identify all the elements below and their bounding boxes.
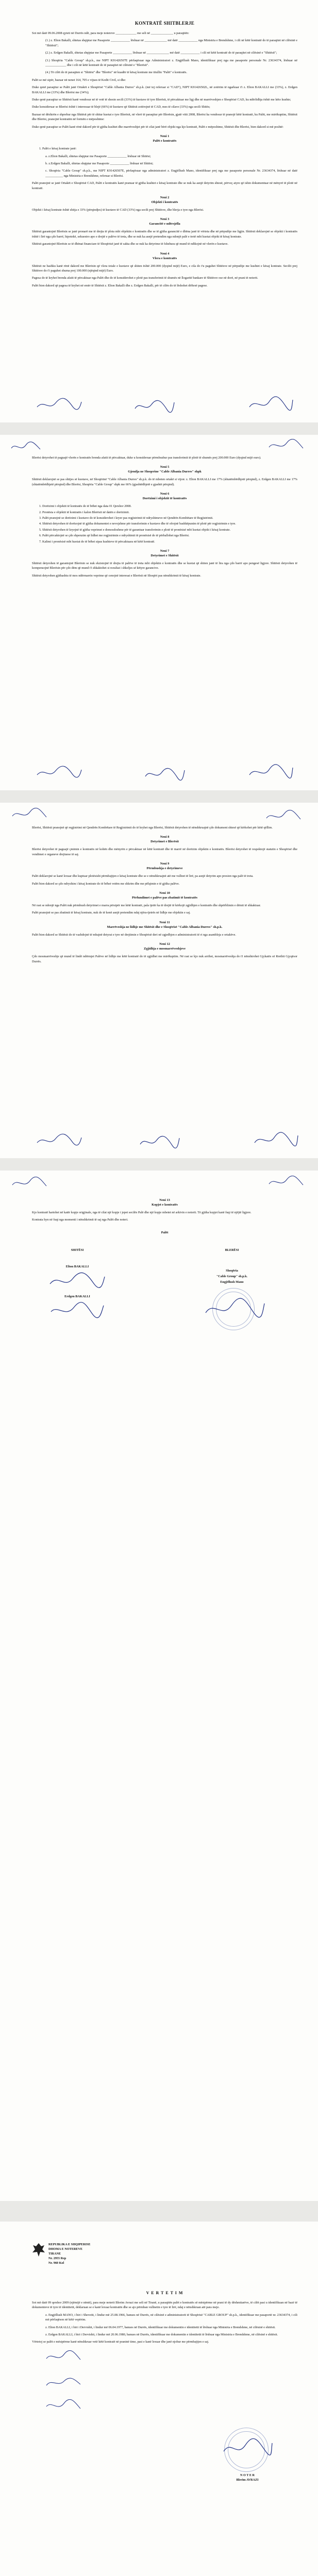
paragraph: Shitësit deklarojnë se pas shitjes së kuotave, në Shoqërinë "Cable Albania Durres" sh.p.k. do të mbeten ortakë si vijon: z. Elton BAKALLI me 17% (shtatëmbëdhjetë përqind), z. Erdgen BAKALLI me 17% (shtatëmbëdhjetë përqind) dhe Blerësi, Shoqëria "Cable Group" shpk me 66% (gjashtëdhjetë e gjashtë përqind).	[32, 478, 297, 486]
paragraph: Blerësi detyrohet të paguajë vlerën e kontratës brenda afatit të përcaktuar, duke u konsideruar përmbushur pas transferimit të plotë të shumës prej 200.000 Euro (dyqind mijë euro).	[32, 456, 261, 460]
paragraph: Sot më datë 09 qershor 2009 (njëmijë e nëntë), para meje noterit Blerim Avrazi me seli në Tiranë, u paraqitën palët e kontratës së mësipërme në prani të dy dëshmitarëve, të cilët pasi u identifikuan në bazë të dokumenteve të tyre të identitetit, deklaruan se e kanë lexuar kontratën dhe se ajo përmban vullnetin e tyre të lirë, ndaj e nënshkruan atë para meje.	[32, 2301, 297, 2310]
signature	[144, 767, 186, 782]
document-page-2	[0, 435, 318, 790]
signature	[265, 810, 302, 823]
page-gap	[0, 422, 318, 435]
paragraph: Palët bien dakord se çdo ndryshim i kësaj kontrate do të bëhet vetëm me shkrim dhe me pëlqimin e të gjitha palëve.	[32, 882, 180, 886]
header-line: REPUBLIKA E SHQIPERISE	[48, 2243, 91, 2246]
party-1: (1.) z. Elton Bakalli, shtetas shqiptar me Pasaporte ____________ lëshuar në ______________ më datë ____________ nga Ministria e Brendshme, i cili në këtë kontratë do të paraqitet në cilësinë e "Shitësit";	[45, 39, 297, 47]
signature	[36, 397, 82, 412]
buyer-company-name: "Cable Group" sh.p.k.	[216, 1275, 248, 1278]
paragraph: z. Elton BAKALLI, i biri i Dervishit, i lindur më 06.04.1977, banues në Durrës, identifikuar me dokumentin e identitetit të lëshuar nga Ministria e Brendshme, në cilësinë e shitësit.	[45, 2325, 276, 2329]
collection-number: Nr. 960 Kol	[48, 2261, 64, 2265]
paragraph: Palët pranojnë se janë Ortakët e Shoqërisë CAD, Palët e kontratës kanë pranuar të gjitha kushtet e kësaj kontrate dhe se nuk ka asnjë detyrim shtesë, përveç atyre që ishin dokumentuar në mënyrë të plotë në kontratë.	[32, 181, 297, 190]
paragraph: Shitësit detyrohen të garantojnë Blerësin se nuk ekzistojnë të drejta të palëve të treta mbi objektin e kontratës dhe se kuotat që shiten janë të lira nga çdo barrë apo pengesë ligjore. Shitësit detyrohen të kompensojnë Blerësin për çdo dëm që mund t'i shkaktohet si rezultat i shkeljes së këtyre garancive.	[32, 562, 297, 570]
paragraph: Objekti i kësaj kontrate është shitja e 33% (përqindjes) të kuotave të CAD (33%) nga secili prej Shitësve, dhe blerja e tyre nga Blerësi.	[32, 208, 204, 212]
paragraph: Blerësi detyrohet të paguajë çmimin e kontratës në kohën dhe mënyrën e përcaktuar në këtë kontratë dhe të marrë në dorëzim objektin e kontratës. Blerësi detyrohet të respektojë statutin e Shoqërisë dhe vendimet e organeve drejtuese të saj.	[32, 848, 297, 856]
parties-heading: Palët	[161, 1230, 169, 1234]
signature	[134, 399, 175, 414]
intro-paragraph: Sot më datë 09.06.2008 qyteti në Durrës ndë, para meje notereve _____________ me seli në ______________ u paraqitën:	[32, 31, 189, 35]
contract-title: KONTRATË SHITBLERJE	[135, 21, 195, 26]
list-item: 3. Palët pranojnë se dorëzimi i kuotave do të konsiderohet i kryer pas regjistrimit të ndryshimeve në Qendrën Kombëtare të Regjistrimit.	[42, 516, 297, 520]
list-item: 1. Dorëzimi i objektit të kontratës do të bëhet nga data 01 Qershor 2008.	[42, 504, 297, 509]
paragraph: Blerësi, Shitësit pranojnë që regjistrimi në Qendrën Kombëtare të Regjistrimit do të kryhet nga Blerësi, Shitësit detyrohen të nënshkruajnë çdo dokument shtesë që kërkohet për këtë qëllim.	[32, 826, 273, 829]
paragraph: Vërtetoj se palët e mësipërme kanë nënshkruar vetë këtë kontratë në praninë time, pasi e kanë lexuar dhe janë njohur me përmbajtjen e saj.	[32, 2340, 209, 2344]
paragraph: Shitësit garantojnë Blerësin se janë pronarë me të drejta të plota mbi objektin e kontratës dhe se të gjitha garancitë e dhëna janë të vërteta dhe në përputhje me ligjin. Shitësit deklarojnë se objekti i kontratës është i lirë nga çdo barrë, hipotekë, sekuestro apo e drejtë e palëve të treta, dhe se nuk ka asnjë pretendim nga ndonjë palë e tretë mbi kuotat objekt të kësaj kontrate.	[32, 230, 297, 239]
list-item: a. z.Elton Bakalli, shtetas shqiptar me Pasaporte ____________ lëshuar në Shitësi;	[45, 154, 151, 158]
list-item: b. z.Erdgen Bakalli, shtetas shqiptar me Pasaporte ____________ lëshuar në Shitësi;	[45, 161, 154, 165]
buyer-company-label: Shoqëria	[226, 1269, 238, 1273]
article-number: Neni 6	[160, 492, 170, 496]
paragraph: Duke konsideruar se Blerësi është i interesuar të blejë (66%) të kuotave që Shitësit zotërojnë të CAD, mes të cilave (33%) nga secili Shitës;	[32, 105, 210, 109]
signature	[247, 396, 294, 412]
document-page-4	[0, 1171, 318, 2201]
paragraph: Bazuar në dëshirën e shprehur nga Shitësit për të shitur kuotat e tyre Blerësit, në vlerë të paraqitur për Blerësin, gjatë vitit 2008, Blerësi ka vendosur të pranojë këtë kontratë, ku Palët, me mirëkuptim, Shitësit dhe Blerësi, pranojnë kontratën në formën e mëposhtme:	[32, 112, 297, 122]
seller-2-name: Erdgen BAKALLI	[64, 1295, 90, 1298]
document-page-3	[0, 803, 318, 1158]
paragraph: Palët bien dakord se Shitësit do të vazhdojnë të mbajnë detyrat e tyre në drejtimin e Shoqërisë deri në zgjedhjen e administratorit të ri nga asambleja e ortakëve.	[32, 933, 236, 937]
paragraph: Shitësit detyrohen gjithashtu të mos ndërmarrin veprime që cenojnë interesat e Blerësit në Shoqëri pas nënshkrimit të kësaj kontrate.	[32, 573, 202, 578]
header-line: TIRANE	[48, 2252, 61, 2256]
article-number: Neni 10	[159, 891, 170, 895]
signature	[36, 765, 82, 780]
paragraph: Pagesa do të kryhet brenda afatit të përcaktuar nga Palët dhe do të konsiderohet e plotë pas transferimit të shumës në llogaritë bankare të Shitësve ose në dorë, në prani të noterit.	[32, 276, 258, 280]
article-title: Përmbushja e detyrimeve	[146, 867, 183, 871]
article-number: Neni 3	[160, 217, 170, 222]
signature	[11, 808, 47, 821]
paragraph: Palët se më sipër, bazuar në nenet 164, 705 e vijues të Kodit Civil, si dhe:	[32, 78, 126, 82]
article-number: Neni 11	[159, 920, 170, 924]
signature	[204, 1297, 265, 1320]
signature	[11, 1177, 47, 1190]
article-title: Zgjidhja e mosmarrëveshjeve	[144, 947, 186, 951]
article-title: Gjendja ne Shoqerine "Cable Albania Durres" shpk	[128, 470, 202, 474]
signature	[49, 1272, 106, 1290]
paragraph: Kjo kontratë hartohet në katër kopje origjinale, nga të cilat një kopje i jepet secilës Palë dhe një kopje mbetet në arkivin e noterit. Të gjitha kopjet kanë fuqi të njëjtë ligjore.	[32, 1211, 252, 1214]
paragraph: Palët pranojnë se pas zbatimit të kësaj kontrate, nuk do të kenë asnjë pretendim ndaj njëra-tjetrës në lidhje me objektin e saj.	[32, 911, 191, 915]
signature	[45, 2376, 81, 2389]
buyer-heading: BLERËSI	[225, 1248, 239, 1252]
signature	[10, 441, 41, 453]
signature	[268, 1176, 304, 1189]
article-number: Neni 7	[160, 549, 170, 553]
buyer-admin-name: Engjëllush Mano	[220, 1280, 244, 1284]
notary-name: Blerim AVRAZI	[236, 2478, 259, 2482]
party-3: (3.) Shoqëria "Cable Group" sh.p.k., me NIPT K91426507E përfaqësuar nga Administratori z. Engjëllush Mano, identifikuar prej nga me pasaporte personale Nr. 23634374, lëshuar në _____________ dhe i cili në këtë kontratë do të paraqitet në cilësinë e "Blerësit".	[45, 58, 297, 67]
party-4: (4.) Të cilët do të paraqiten si "Shitësi" dhe "Blerësi" në kuadër të kësaj kontrate me titullin "Palët" e kontratës.	[45, 71, 188, 75]
paragraph: Duke qenë paraqitur se Palët kanë rënë dakord për të gjitha kushtet dhe marrëveshjet për të cilat janë bërë objekt nga kjo kontratë, Palët e mëposhtme, Shitësit dhe Blerësi, bien dakord si më poshtë:	[32, 125, 283, 129]
paragraph: Çdo mosmarrëveshje që mund të lindë ndërmjet Palëve në lidhje me këtë kontratë do të zgjidhet me mirëkuptim. Në rast se kjo nuk arrihet, mosmarrëveshja do t'i nënshtrohet Gjykatës së Rrethit Gjyqësor Durrës.	[32, 955, 297, 963]
signature	[49, 1301, 106, 1320]
signature	[268, 439, 304, 452]
paragraph: Kontrata hyn në fuqi nga momenti i nënshkrimit të saj nga Palët dhe noteri.	[32, 1218, 128, 1222]
seller-heading: SHITËSI	[71, 1248, 84, 1252]
article-title: Kopjet e kontratës	[152, 1203, 178, 1207]
page-gap	[0, 2201, 318, 2222]
paragraph: Duke qenë paraqitur se Shitësit kanë vendosur në të vetë të shesin secili (33%) të kuotave të tyre Blerësit, të përcaktuar me ligj dhe në marrëveshjen e Shoqërisë CAD, ku ndërlidhja është me këto kushte;	[32, 98, 291, 102]
paragraph: Palët bien dakord që pagesa të kryhet në emër të Shitësit z. Elton Bakalli dhe z. Erdgen Bakalli, për të cilën do të lëshohet dëftesë pagese.	[32, 283, 208, 287]
article-title: Dorëzimi i objektit të kontratës	[142, 497, 187, 501]
article-number: Neni 9	[160, 862, 170, 866]
header-line: DHOMA E NOTEREVE	[48, 2247, 83, 2251]
list-item: 7. Kalimi i pronësisë mbi kuotat do të bëhet sipas kushteve të përcaktuara në këtë kontratë.	[42, 539, 297, 544]
paragraph: Në rast se ndonjë nga Palët nuk përmbush detyrimet e marra përsipër me këtë kontratë, pala tjetër ka të drejtë të kërkojë zgjidhjen e kontratës dhe shpërblimin e dëmit të shkaktuar.	[32, 904, 261, 908]
article-number: Neni 4	[160, 251, 170, 256]
list-item: 4. Shitësit detyrohen të dorëzojnë të gjitha dokumentet e nevojshme për transferimin e kuotave dhe të ofrojnë bashkëpunim të plotë për regjistrimin e tyre.	[42, 521, 297, 526]
signature	[45, 2350, 81, 2364]
article-number: Neni 1	[160, 134, 170, 139]
paragraph: Duke qenë paraqitur se Palët janë Ortakët e Shoqërisë "Cable Albania Durres" sh.p.k. (më tej referuar si "CAD"), NIPT K91426502L, në zotërim të ngarkuar t'i z. Elton BAKALLI me (33%), z. Erdgen BAKALLI me (33%) dhe Blerësi me (34%);	[32, 86, 297, 94]
article-number: Neni 12	[159, 942, 170, 946]
paragraph: Shitësit garantojnë Blerësin se të dhënat financiare të Shoqërisë janë të sakta dhe se nuk ka detyrime të fshehura që mund të ndikojnë në vlerën e kuotave.	[32, 242, 228, 246]
list-item: 6. Palët përcaktojnë se çdo shpenzim që lidhet me regjistrimin e ndryshimit të pronësisë do të përballohet nga Blerësi.	[42, 533, 297, 538]
list-item: c. Shoqëria "Cable Group" sh.p.k., me NIPT K91426507E, përfaqësuar nga administratori z. Engjëllush Mano, identifikuar prej nga me pasaporte personale Nr. 23634374, lëshuar në datë ___________ nga Ministria e Brendshme, referuar si Blerësi.	[45, 169, 297, 178]
signature	[36, 1132, 82, 1148]
article-title: Marrëveshja ne lidhje me Shitësit dhe e Shoqërisë "Cable Albania Durres" sh.p.k.	[107, 925, 223, 929]
article-title: Detyrimet e Blerësit	[150, 840, 179, 844]
party-2: (2.) z. Erdgen Bakalli, shtetas shqiptar me Pasaporte ____________ lëshuar në ______________ më datë ____________ i cili në këtë kontratë do të paraqitet në cilësinë e "Shitësit";	[45, 51, 277, 55]
article-number: Neni 2	[160, 195, 170, 199]
article-title: Garancitë e ndërsjella	[149, 222, 180, 226]
notary-title: N O T E R	[240, 2473, 255, 2477]
certification-title: V E R T E T I M	[146, 2291, 183, 2295]
article-title: Detyrimet e Shitësit	[150, 554, 179, 558]
list-item: 2. Pronësia e objektit të kontratës i kalon Blerësit në datën e dorëzimit.	[42, 510, 297, 515]
seller-1-name: Elton BAKALLI	[65, 1265, 89, 1268]
signature	[222, 2438, 273, 2459]
list-item: 5. Shitësit detyrohen të kryejnë të gjitha veprimet e domosdoshme për të garantuar transferimin e plotë të pronësisë mbi kuotat objekt i kësaj kontrate.	[42, 528, 297, 532]
article-number: Neni 8	[160, 835, 170, 839]
paragraph: z. Engjëllush MANO, i biri i Shevetit, i lindur më 25.08.1966, banues në Durrës, në cilësinë e administratorit të Shoqërisë "CABLE GROUP" sh.p.k., identifikuar me pasaportë nr. 23634374, i cili më përfaqëson në këtë vepërim.	[45, 2313, 297, 2322]
article-number: Neni 5	[160, 465, 170, 469]
article-title: Përfundimet e palëve pas zbatimit të kontratës	[131, 896, 198, 900]
article-number: Neni 13	[159, 1198, 170, 1202]
page-gap	[0, 790, 318, 803]
albania-emblem-icon	[32, 2242, 45, 2260]
page-gap	[0, 1158, 318, 1171]
register-number: Nr. 2955 Rep	[48, 2257, 66, 2260]
signature	[247, 764, 294, 780]
signature	[139, 1135, 180, 1149]
paragraph: Palët deklarojnë se kanë lexuar dhe kuptuar plotësisht përmbajtjen e kësaj kontrate dhe se e nënshkruajnë atë me vullnet të lirë, pa asnjë detyrim apo presion nga palë të treta.	[32, 874, 254, 878]
signature	[45, 2399, 81, 2413]
paragraph: Shitësit ne bashku kanë rënë dakord me Blerësin që vlera totale e kuotave që shiten është 200.000 (dyqind mijë) Euro, e cila do t'u paguhet Shitësve në përputhje me kushtet e kësaj kontrate. Secilit prej Shitësve do t'i paguhet shuma prej 100.000 (njëqind mijë) Euro.	[32, 264, 297, 273]
article-title: Vlera e kontratës	[152, 256, 177, 260]
document-page-1	[0, 0, 318, 422]
document-page-5	[0, 2222, 318, 2576]
article-title: Objekti i kontratës	[151, 200, 178, 204]
article-title: Palët e kontratës	[153, 139, 177, 143]
paragraph: z. Erdgen BAKALLI, i biri i Dervishit, i lindur më 20.06.1980, banues në Durrës, identifikuar me dokumentin e identitetit të lëshuar nga Ministria e Brendshme, në cilësinë e shitësit.	[45, 2333, 278, 2337]
signature	[253, 1131, 299, 1148]
list-item: 1. Palët e kësaj kontrate janë:	[42, 146, 297, 151]
